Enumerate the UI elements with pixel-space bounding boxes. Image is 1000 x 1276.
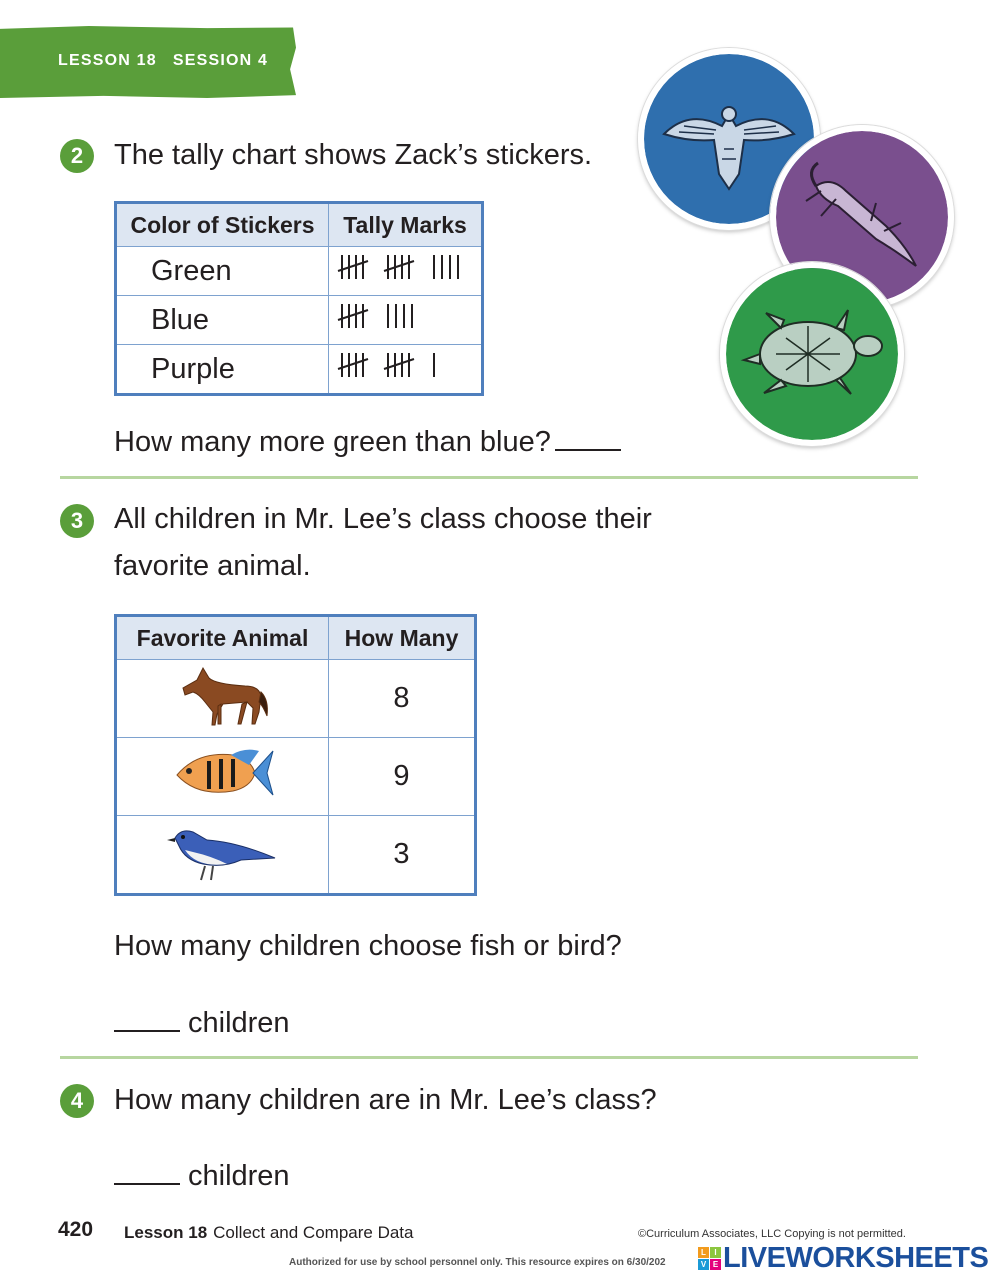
tally-marks xyxy=(329,345,483,395)
table-row xyxy=(116,660,476,738)
question-3-answer xyxy=(114,1000,290,1047)
how-many-header: How Many xyxy=(329,616,476,660)
fish-image xyxy=(116,738,329,816)
tally-marks xyxy=(329,296,483,345)
tally-header-color: Color of Stickers xyxy=(116,203,329,247)
question-2-prompt xyxy=(114,419,621,466)
authorization-notice: Authorized for use by school personnel only. This resource expires on 6/30/202 xyxy=(289,1257,666,1268)
footer-lesson-title: Collect and Compare Data xyxy=(213,1223,414,1242)
question-4-text: How many children are in Mr. Lee’s class? xyxy=(114,1084,657,1116)
turtle-sticker xyxy=(720,262,904,446)
section-divider xyxy=(60,1056,918,1059)
tally-chart-table xyxy=(114,201,484,396)
answer-blank-q4[interactable] xyxy=(114,1163,180,1185)
table-row xyxy=(116,247,483,296)
horse-image xyxy=(116,660,329,738)
question-3-number: 3 xyxy=(60,504,94,538)
sticker-color-label: Green xyxy=(116,247,329,296)
footer-lesson-label: Lesson 18 xyxy=(124,1223,208,1242)
liveworksheets-logo[interactable] xyxy=(698,1242,988,1275)
answer-blank-q3[interactable] xyxy=(114,1010,180,1032)
question-2-text: The tally chart shows Zack’s stickers. xyxy=(114,139,593,171)
bird-image xyxy=(116,816,329,895)
session-label: SESSION 4 xyxy=(172,52,269,69)
table-row xyxy=(116,816,476,895)
page-number: 420 xyxy=(58,1218,94,1241)
question-4-answer xyxy=(114,1153,290,1200)
question-3-prompt: How many children choose fish or bird? xyxy=(114,930,622,962)
table-row xyxy=(116,738,476,816)
footer-lesson xyxy=(124,1223,413,1243)
question-2-prompt-text: How many more green than blue? xyxy=(114,426,551,458)
answer-blank-q2[interactable] xyxy=(555,429,621,451)
question-2-number: 2 xyxy=(60,139,94,173)
question-3-text-line1: All children in Mr. Lee’s class choose their xyxy=(114,503,652,535)
copyright-notice: ©Curriculum Associates, LLC Copying is not permitted. xyxy=(638,1228,906,1240)
lesson-banner-text xyxy=(58,52,268,70)
lesson-label: LESSON 18 xyxy=(58,52,157,69)
favorite-animal-table xyxy=(114,614,477,896)
animal-count: 8 xyxy=(329,660,476,738)
question-3-text-line2: favorite animal. xyxy=(114,550,311,582)
answer-unit: children xyxy=(188,1007,290,1039)
table-row xyxy=(116,296,483,345)
brand-name: LIVEWORKSHEETS xyxy=(723,1242,989,1274)
answer-unit: children xyxy=(188,1160,290,1192)
question-4-number: 4 xyxy=(60,1084,94,1118)
sticker-color-label: Purple xyxy=(116,345,329,395)
tally-marks xyxy=(329,247,483,296)
tally-header-marks: Tally Marks xyxy=(329,203,483,247)
section-divider xyxy=(60,476,918,479)
animal-count: 9 xyxy=(329,738,476,816)
animal-count: 3 xyxy=(329,816,476,895)
sticker-color-label: Blue xyxy=(116,296,329,345)
animal-header: Favorite Animal xyxy=(116,616,329,660)
logo-blocks: L I V E xyxy=(698,1247,721,1270)
table-row xyxy=(116,345,483,395)
